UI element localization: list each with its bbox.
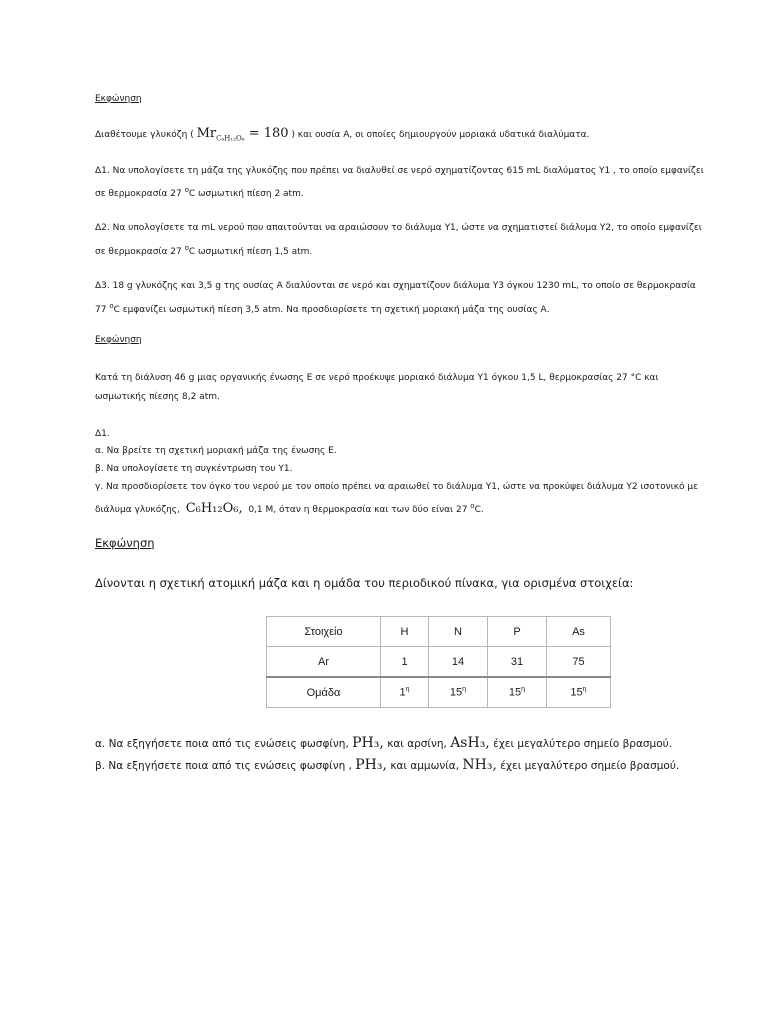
question-d3-line2: [95, 302, 550, 315]
ordinal-sup: η: [521, 686, 526, 694]
glucose-formula: C₆H₁₂O₆: [216, 134, 245, 143]
element-table: [266, 616, 611, 708]
intro-text-end: ) και ουσία Α, οι οποίες δημιουργούν μοριακά υδατικά διαλύματα.: [291, 130, 590, 140]
table-cell: Ομάδα: [267, 677, 381, 708]
arsine-formula: AsH₃,: [450, 735, 490, 751]
ammonia-formula: NH₃,: [462, 757, 497, 773]
qb-text-end: έχει μεγαλύτερο σημείο βρασμού.: [500, 760, 680, 772]
section-heading: Εκφώνηση: [95, 536, 155, 550]
group-number: 15: [570, 686, 583, 699]
intro-text: Διαθέτουμε γλυκόζη (: [95, 130, 194, 140]
c-text-end: C.: [474, 505, 484, 515]
table-row: [267, 647, 611, 678]
ordinal-sup: η: [462, 686, 467, 694]
table-cell: 14: [429, 647, 488, 678]
question-b: β. Να υπολογίσετε τη συγκέντρωση του Υ1.: [95, 464, 293, 474]
table-row: [267, 677, 611, 708]
phosphine-formula: PH₃,: [355, 757, 387, 773]
question-a-boiling: [95, 735, 672, 751]
question-a: α. Να βρείτε τη σχετική μοριακή μάζα της ένωσης Ε.: [95, 446, 337, 456]
molar-mass-expression: [197, 126, 289, 141]
question-d1-line2: [95, 186, 304, 199]
table-cell: 31: [488, 647, 547, 678]
qb-text: β. Να εξηγήσετε ποια από τις ενώσεις φωσφίνη ,: [95, 760, 352, 772]
group-number: 1: [399, 686, 406, 699]
table-row: [267, 617, 611, 647]
qa-text: α. Να εξηγήσετε ποια από τις ενώσεις φωσφίνη,: [95, 738, 349, 750]
mr-symbol: Mr: [196, 126, 217, 141]
degree-sign: o: [109, 302, 114, 310]
c-text: διάλυμα γλυκόζης,: [95, 505, 180, 515]
question-d3-line1: Δ3. 18 g γλυκόζης και 3,5 g της ουσίας Α διαλύονται σε νερό και σχηματίζουν διάλυμα Υ3 όγκου 1230 mL, το οποίο σε θερμοκρασία: [95, 281, 696, 291]
table-cell: [429, 677, 488, 708]
d3-text-end: C εμφανίζει ωσμωτική πίεση 3,5 atm. Να προσδιορίσετε τη σχετική μοριακή μάζα της ουσίας Α.: [113, 305, 550, 315]
group-number: 15: [508, 686, 522, 699]
glucose-formula: C₆H₁₂O₆,: [185, 501, 243, 516]
question-d1-line1: Δ1. Να υπολογίσετε τη μάζα της γλυκόζης που πρέπει να διαλυθεί σε νερό σχηματίζοντας 615 mL διαλύματος Υ1 , το οποίο εμφανίζει: [95, 166, 704, 176]
problem1-intro: [95, 126, 589, 143]
phosphine-formula: PH₃,: [352, 735, 384, 751]
question-b-boiling: [95, 757, 679, 773]
question-d1-label: Δ1.: [95, 429, 110, 439]
table-cell: 75: [547, 647, 611, 678]
degree-sign: o: [184, 186, 189, 194]
section-heading: Εκφώνηση: [95, 94, 142, 104]
d3-temp: 77: [95, 305, 107, 315]
table-cell: 1: [381, 647, 429, 678]
table-cell: [381, 677, 429, 708]
question-d2-line1: Δ2. Να υπολογίσετε τα mL νερού που απαιτούνται να αραιώσουν το διάλυμα Υ1, ώστε να σχηματιστεί διάλυμα Υ2, το οποίο εμφανίζει: [95, 223, 702, 233]
table-header-cell: Στοιχείο: [267, 617, 381, 647]
table-cell: Ar: [267, 647, 381, 678]
problem3-intro: Δίνονται η σχετική ατομική μάζα και η ομάδα του περιοδικού πίνακα, για ορισμένα στοιχεία:: [95, 576, 634, 590]
c-text-mid: 0,1 M, όταν η θερμοκρασία και των δύο είναι 27: [248, 505, 468, 515]
ordinal-sup: η: [405, 686, 410, 694]
section-heading: Εκφώνηση: [95, 335, 142, 345]
table-cell: [488, 677, 547, 708]
table-header-cell: H: [381, 617, 429, 647]
ordinal-sup: η: [582, 686, 587, 694]
problem2-intro-line1: Κατά τη διάλυση 46 g μιας οργανικής ένωσης Ε σε νερό προέκυψε μοριακό διάλυμα Υ1 όγκου 1,5 L, θερμοκρασίας 27 °C και: [95, 373, 659, 383]
table-header-cell: P: [488, 617, 547, 647]
qa-text-end: έχει μεγαλύτερο σημείο βρασμού.: [493, 738, 673, 750]
table-header-cell: As: [547, 617, 611, 647]
d1-text: σε θερμοκρασία 27: [95, 189, 182, 199]
d1-text-end: C ωσμωτική πίεση 2 atm.: [188, 189, 304, 199]
question-d2-line2: [95, 244, 312, 257]
question-c-line1: γ. Να προσδιορίσετε τον όγκο του νερού με τον οποίο πρέπει να αραιωθεί το διάλυμα Υ1, ώστε να προκύψει διάλυμα Υ2 ισοτονικό με: [95, 482, 698, 492]
degree-sign: o: [184, 244, 189, 252]
qa-text-mid: και αρσίνη,: [387, 738, 447, 750]
question-c-line2: [95, 501, 484, 516]
qb-text-mid: και αμμωνία,: [390, 760, 460, 772]
d2-text-end: C ωσμωτική πίεση 1,5 atm.: [188, 247, 313, 257]
degree-sign: o: [470, 502, 475, 510]
table-cell: [547, 677, 611, 708]
d2-text: σε θερμοκρασία 27: [95, 247, 182, 257]
table-header-cell: N: [429, 617, 488, 647]
problem2-intro-line2: ωσμωτικής πίεσης 8,2 atm.: [95, 392, 220, 402]
molar-mass-value: = 180: [248, 126, 289, 141]
group-number: 15: [449, 686, 463, 699]
